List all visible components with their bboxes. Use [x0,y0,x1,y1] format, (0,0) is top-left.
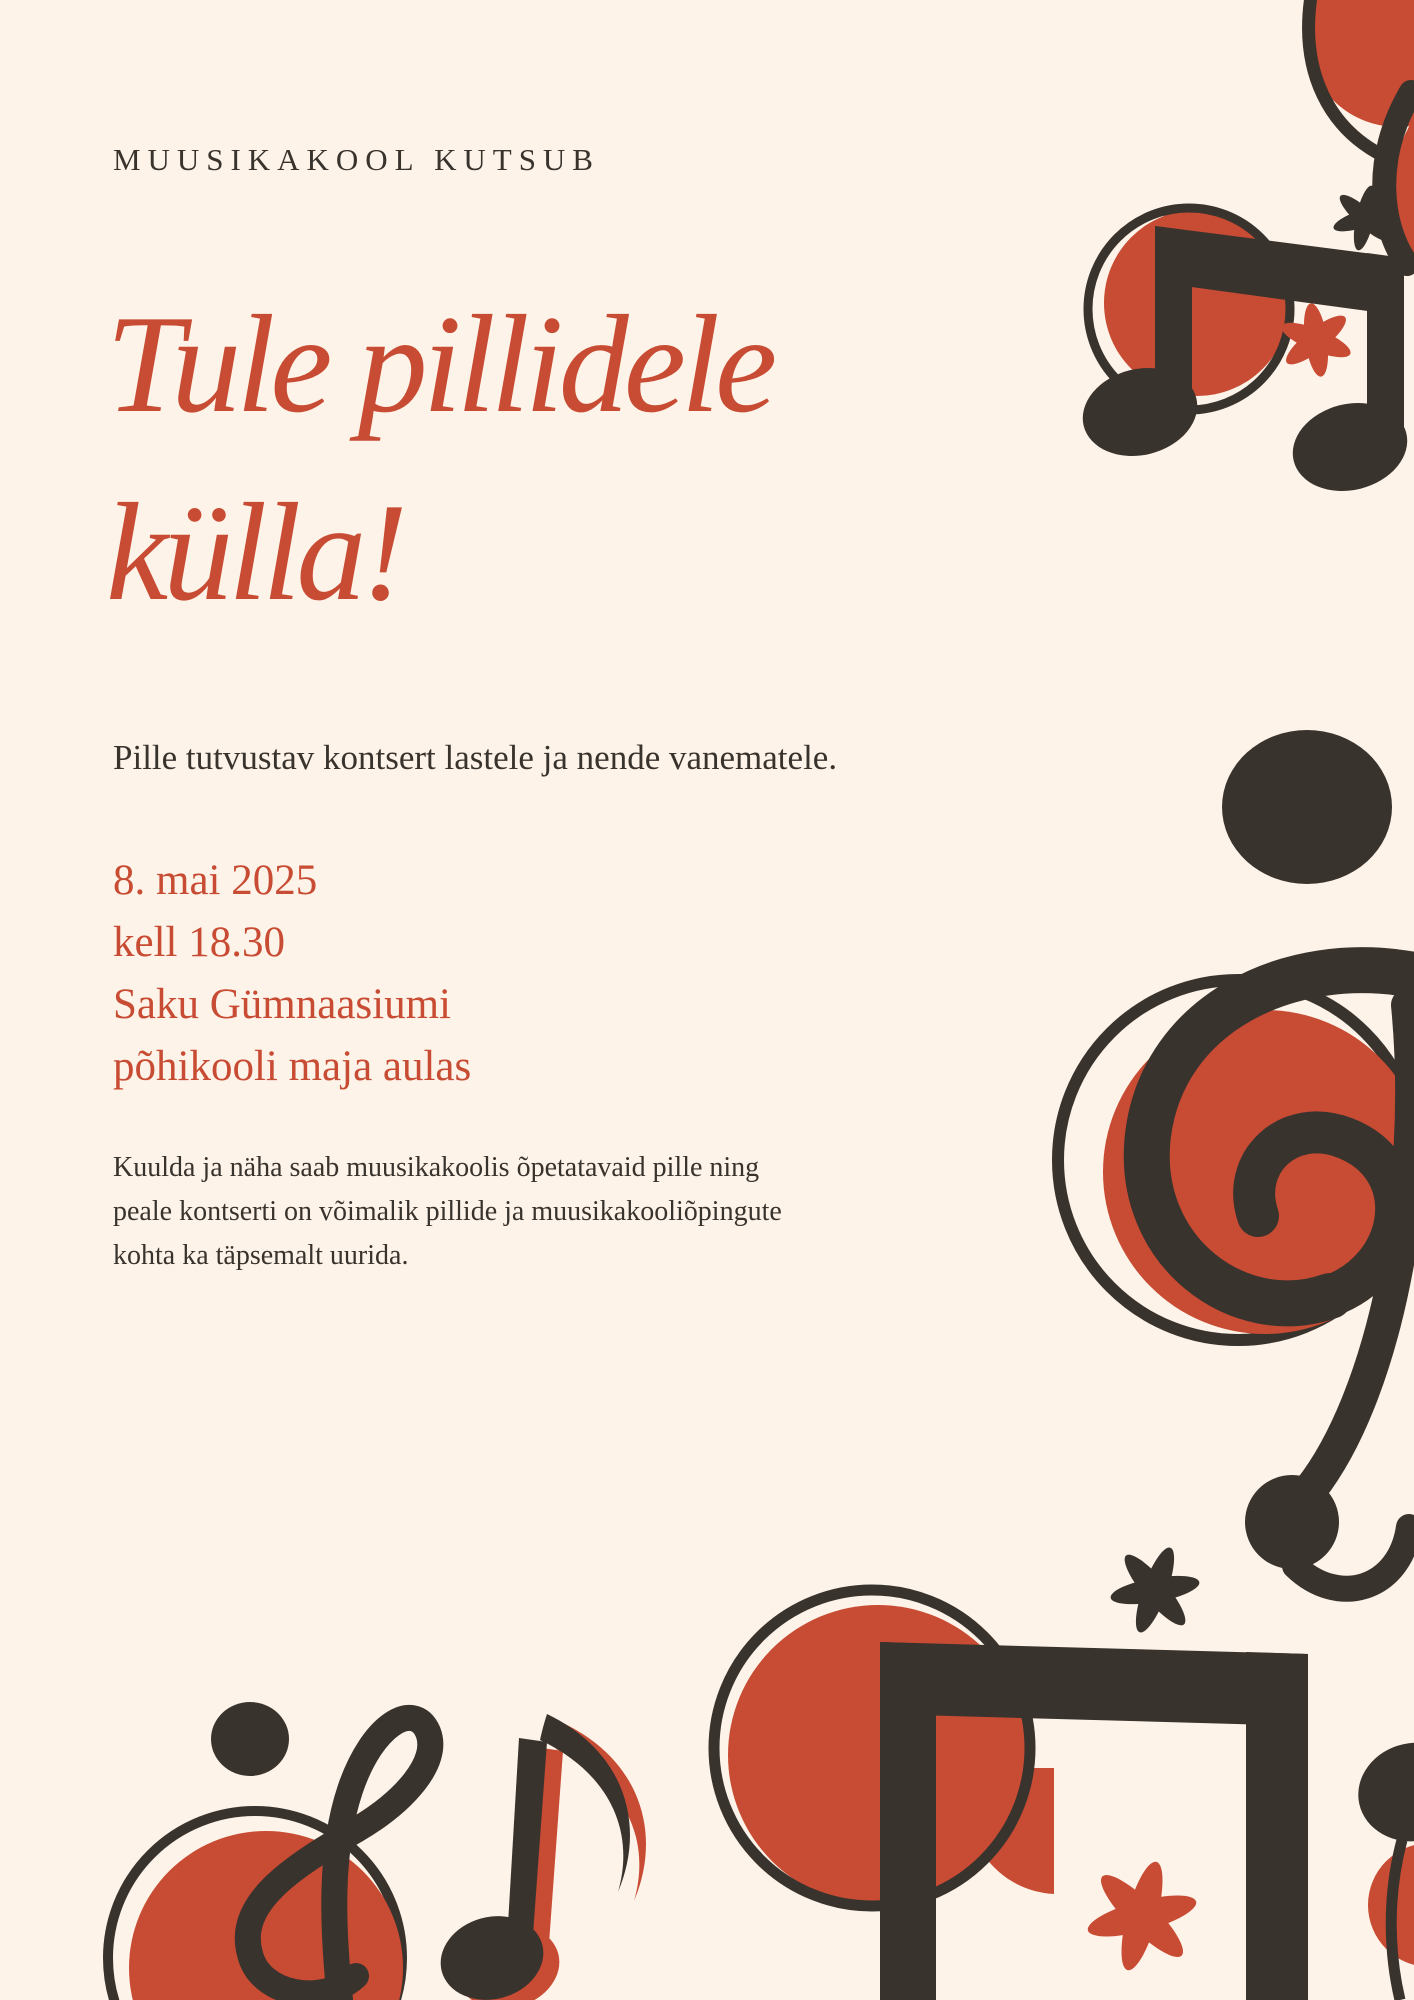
beamed-eighth-notes-icon [1073,226,1414,503]
asterisk-flower-red-icon [1073,1847,1210,1984]
red-quarter-note-head [958,1768,1054,1894]
event-time: kell 18.30 [113,919,285,966]
edge-note-icon [1349,1732,1414,2000]
eyebrow-heading: MUUSIKAKOOL KUTSUB [113,142,600,177]
title-line-2: külla! [106,475,404,630]
scribble-circle-red [108,1811,403,2000]
asterisk-flower-black-icon [1097,1532,1212,1647]
scribble-circle-red [1088,208,1290,410]
black-dot-right [1215,720,1414,895]
event-venue-detail: põhikooli maja aulas [113,1043,472,1090]
treble-clef-swirl-decoration [1020,930,1414,1660]
top-right-music-notes-decoration [980,0,1414,530]
body-line: peale kontserti on võimalik pillide ja muusikakooliõpingute [113,1196,782,1227]
beamed-eighth-notes-icon [880,1642,1308,2000]
bottom-right-music-decoration [690,1530,1414,2000]
bottom-left-music-decoration [80,1640,660,2000]
scribble-ring [714,1590,1030,1906]
dot-icon [211,1702,289,1776]
body-paragraph [113,1146,782,1278]
dot-icon [1222,730,1392,884]
event-venue: Saku Gümnaasiumi [113,981,451,1028]
treble-clef-icon [248,1718,431,2000]
subtitle: Pille tutvustav kontsert lastele ja nende vanematele. [113,738,838,777]
poster-title [106,271,772,647]
body-line: kohta ka täpsemalt uurida. [113,1240,409,1271]
scribble-circle-red [728,1605,1028,1905]
asterisk-flower-black-icon [1326,179,1404,257]
title-line-1: Tule pillidele [106,287,773,442]
body-line: Kuulda ja näha saab muusikakoolis õpetatavaid pille ning [113,1152,760,1183]
asterisk-flower-red-icon [1274,298,1359,382]
event-date: 8. mai 2025 [113,857,318,904]
treble-clef-swirl-icon [1058,970,1414,1589]
eighth-note-red-shadow [447,1723,646,2000]
eighth-note-icon [431,1714,630,2000]
event-details [113,850,471,1098]
corner-note-ornament [1306,0,1414,264]
